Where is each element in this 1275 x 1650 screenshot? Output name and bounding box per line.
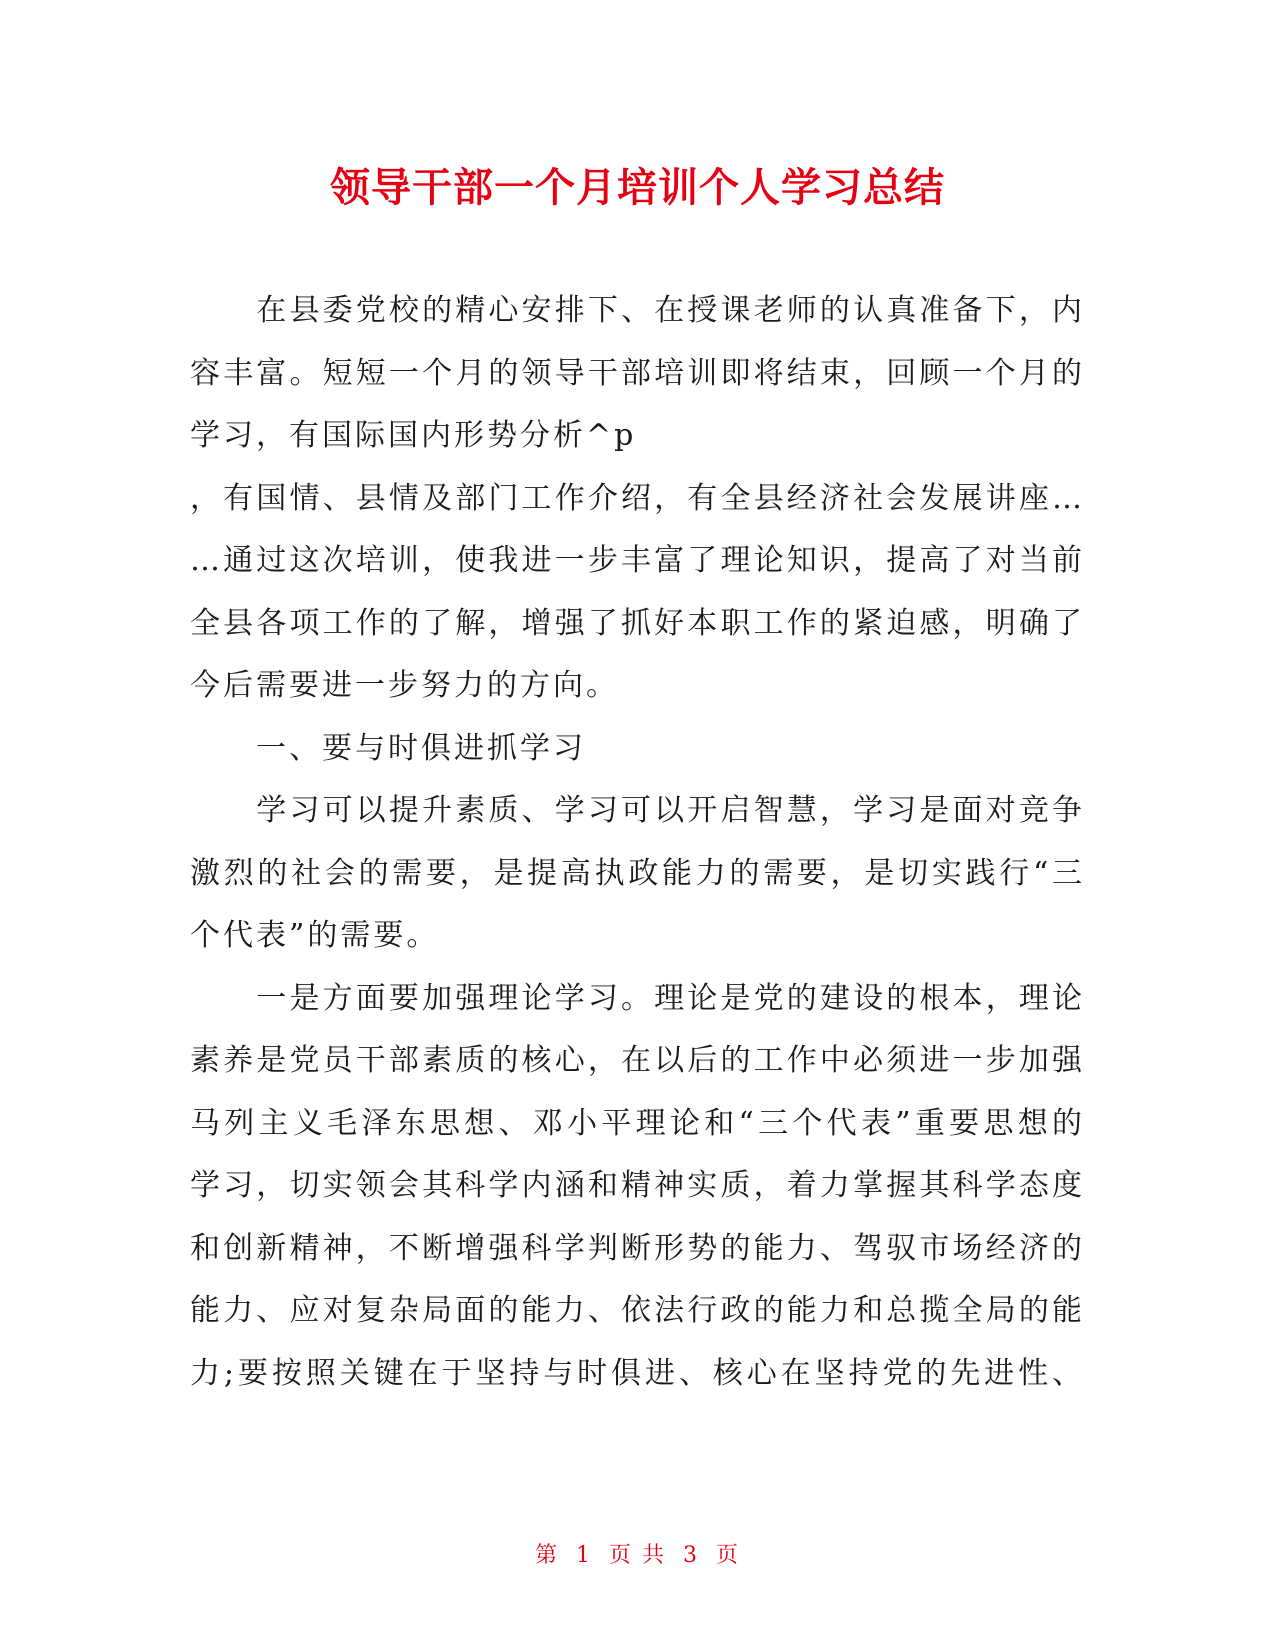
body-line: 能力、应对复杂局面的能力、依法行政的能力和总揽全局的能 [190, 1293, 1085, 1328]
section-heading: 一、要与时俱进抓学习 [190, 730, 586, 766]
body-line: 容丰富。短短一个月的领导干部培训即将结束，回顾一个月的 [190, 355, 1085, 391]
footer-current-page: 1 [576, 1543, 592, 1568]
footer-prefix: 第 [534, 1543, 559, 1568]
body-line: 全县各项工作的了解，增强了抓好本职工作的紧迫感，明确了 [190, 605, 1085, 641]
page-footer [0, 1538, 1275, 1569]
body-line: 学习，有国际国内形势分析^p [190, 418, 637, 453]
body-line: 一是方面要加强理论学习。理论是党的建设的根本，理论 [190, 980, 1085, 1016]
body-line: ，有国情、县情及部门工作介绍，有全县经济社会发展讲座… [190, 480, 1085, 516]
footer-suffix: 页 [716, 1543, 741, 1568]
document-title: 领导干部一个月培训个人学习总结 [330, 165, 945, 211]
footer-total-pages: 3 [683, 1543, 699, 1568]
body-line: 素养是党员干部素质的核心，在以后的工作中必须进一步加强 [190, 1043, 1085, 1078]
footer-middle: 页 共 [609, 1543, 666, 1568]
body-line: 和创新精神，不断增强科学判断形势的能力、驾驭市场经济的 [190, 1230, 1085, 1266]
body-line: 个代表”的需要。 [190, 918, 440, 953]
document-body [190, 280, 1085, 1405]
body-line: 马列主义毛泽东思想、邓小平理论和“三个代表”重要思想的 [190, 1105, 1085, 1141]
body-line: 在县委党校的精心安排下、在授课老师的认真准备下，内 [190, 293, 1085, 328]
body-line: …通过这次培训，使我进一步丰富了理论知识，提高了对当前 [190, 543, 1085, 578]
body-line: 学习可以提升素质、学习可以开启智慧，学习是面对竞争 [190, 793, 1085, 828]
body-line: 力;要按照关键在于坚持与时俱进、核心在坚持党的先进性、 [190, 1355, 1085, 1391]
body-line: 激烈的社会的需要，是提高执政能力的需要，是切实践行“三 [190, 855, 1085, 891]
body-line: 学习，切实领会其科学内涵和精神实质，着力掌握其科学态度 [190, 1168, 1085, 1203]
body-line: 今后需要进一步努力的方向。 [190, 668, 619, 703]
